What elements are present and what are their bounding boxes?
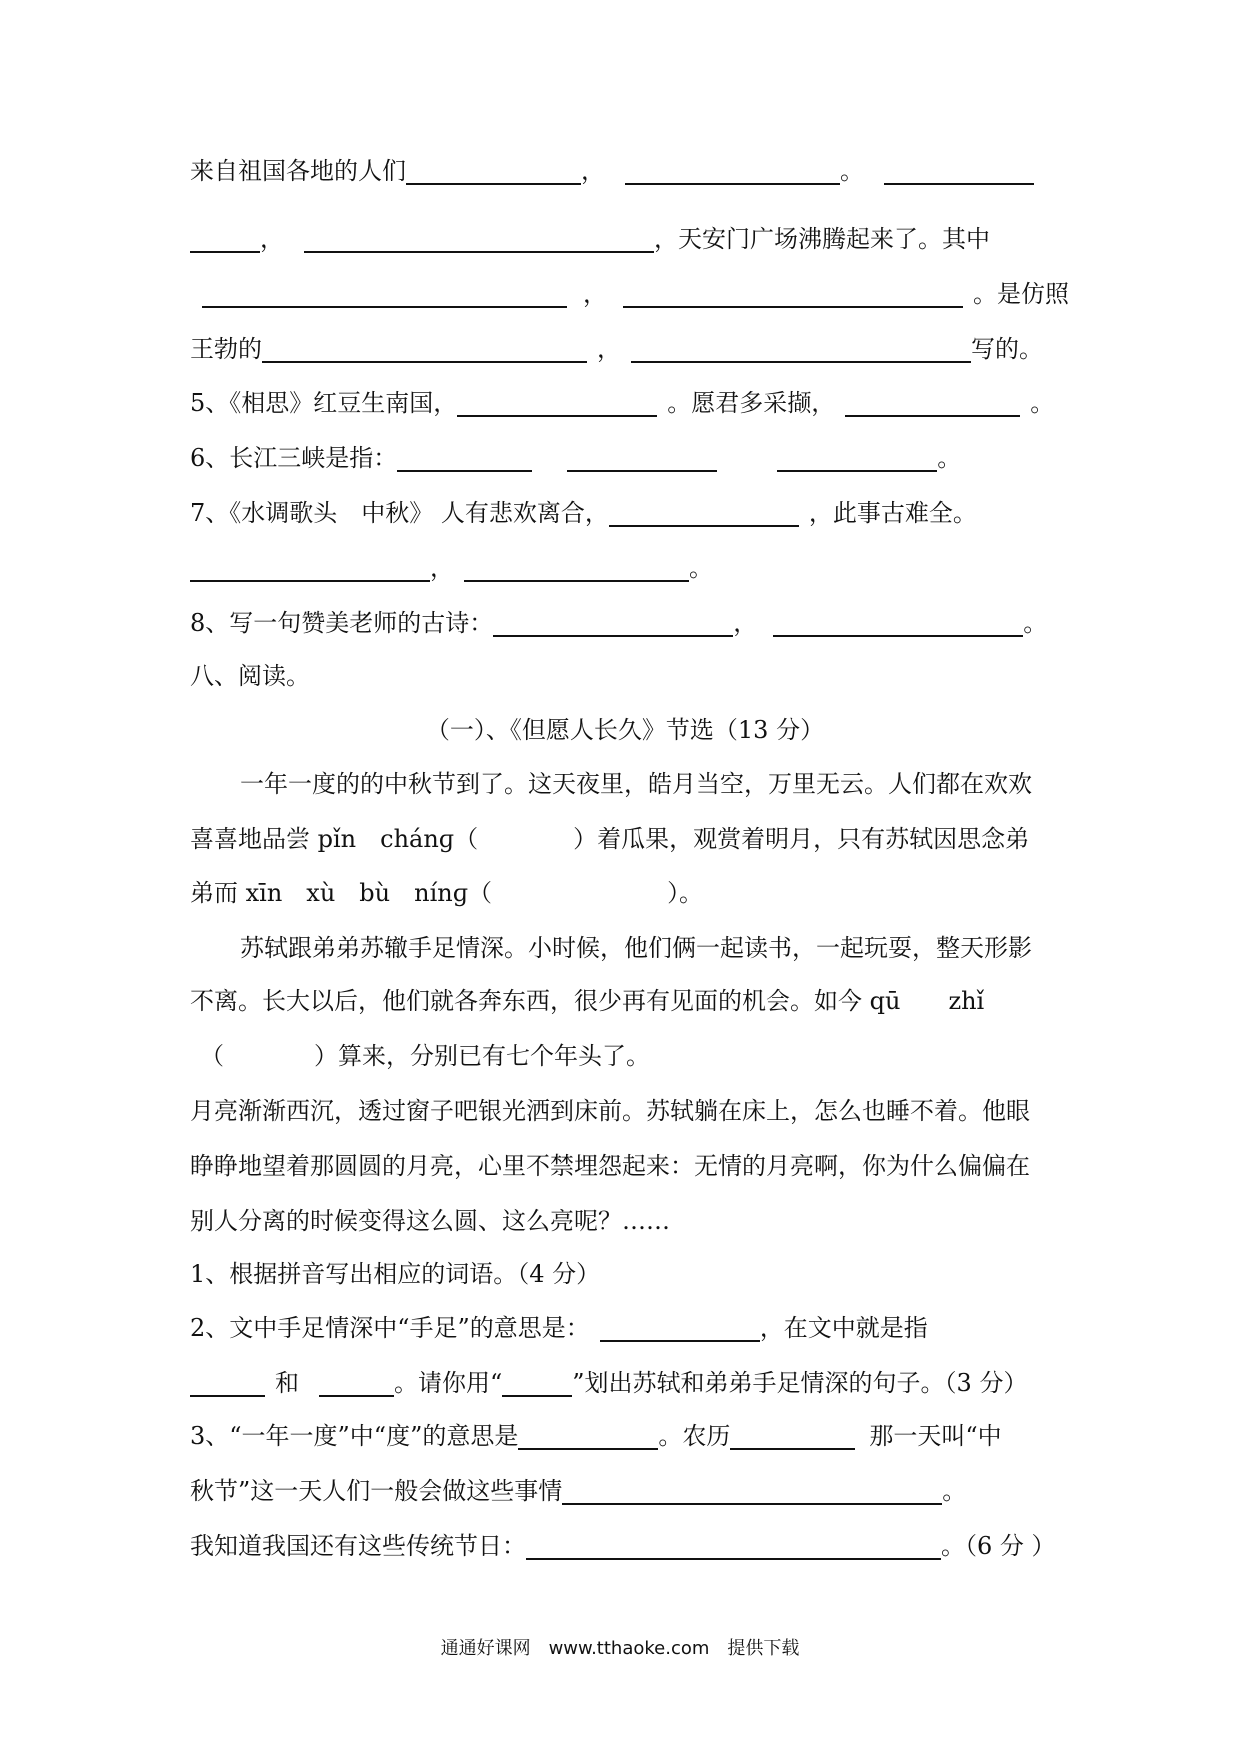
answer-blank[interactable] — [190, 1371, 265, 1397]
answer-blank[interactable] — [623, 282, 963, 308]
answer-blank[interactable] — [730, 1424, 855, 1450]
answer-blank[interactable] — [773, 611, 1023, 637]
answer-blank[interactable] — [406, 159, 581, 185]
passage-line: 月亮渐渐西沉，透过窗子吧银光洒到床前。苏轼躺在床上，怎么也睡不着。他眼 — [190, 1097, 1030, 1125]
passage-line: 别人分离的时候变得这么圆、这么亮呢？…… — [190, 1207, 670, 1235]
answer-blank[interactable] — [502, 1371, 572, 1397]
answer-blank[interactable] — [190, 556, 430, 582]
question-7: 7、《水调歌头 中秋》 人有悲欢离合， ，此事古难全。 — [190, 499, 977, 527]
answer-blank[interactable] — [526, 1534, 941, 1560]
answer-blank[interactable] — [190, 227, 260, 253]
answer-blank[interactable] — [777, 446, 937, 472]
question-5: 5、《相思》红豆生南国， 。愿君多采撷， 。 — [190, 389, 1055, 417]
reading-question-1: 1、根据拼音写出相应的词语。（4 分） — [190, 1260, 601, 1288]
passage-line: 苏轼跟弟弟苏辙手足情深。小时候，他们俩一起读书，一起玩耍，整天形影 — [240, 934, 1032, 962]
poem-line-1: 来自祖国各地的人们 ， 。 — [190, 155, 1060, 187]
passage-line: 一年一度的的中秋节到了。这天夜里，皓月当空，万里无云。人们都在欢欢 — [240, 770, 1032, 798]
answer-blank[interactable] — [319, 1371, 394, 1397]
answer-blank[interactable] — [600, 1316, 760, 1342]
passage-line: 睁睁地望着那圆圆的月亮，心里不禁埋怨起来：无情的月亮啊，你为什么偏偏在 — [190, 1152, 1030, 1180]
answer-blank[interactable] — [457, 391, 657, 417]
section-heading: 八、阅读。 — [190, 662, 310, 690]
question-7-continued: ， 。 — [190, 552, 1060, 584]
reading-question-3-festivals: 我知道我国还有这些传统节日： 。（6 分 ） — [190, 1532, 1056, 1560]
page-footer: 通通好课网 www.tthaoke.com 提供下载 — [440, 1638, 800, 1659]
reading-question-3-continued: 秋节”这一天人们一般会做这些事情 。 — [190, 1477, 967, 1505]
answer-blank[interactable] — [631, 337, 971, 363]
answer-blank[interactable] — [262, 337, 587, 363]
answer-blank[interactable] — [304, 227, 654, 253]
question-6: 6、长江三峡是指： 。 — [190, 444, 962, 472]
poem-line-4: 王勃的 ， 写的。 — [190, 335, 1043, 363]
reading-question-3: 3、“一年一度”中“度”的意思是 。农历 那一天叫“中 — [190, 1422, 1002, 1450]
reading-question-2: 2、文中手足情深中“手足”的意思是： ，在文中就是指 — [190, 1314, 928, 1342]
answer-blank[interactable] — [609, 501, 799, 527]
answer-blank[interactable] — [493, 611, 733, 637]
reading-question-2-continued: 和 。请你用“ ”划出苏轼和弟弟手足情深的句子。（3 分） — [190, 1367, 1060, 1399]
answer-blank[interactable] — [845, 391, 1020, 417]
poem-line-2: ， ，天安门广场沸腾起来了。其中 — [190, 223, 1060, 255]
passage-line: 不离。长大以后，他们就各奔东西，很少再有见面的机会。如今 qū zhǐ — [190, 987, 985, 1015]
answer-blank[interactable] — [625, 159, 840, 185]
poem-line-3: ， 。是仿照 — [190, 278, 1060, 310]
passage-line: 弟而 xīn xù bù nínɡ（ ）。 — [190, 879, 704, 907]
passage-title: （一）、《但愿人长久》节选（13 分） — [425, 716, 825, 744]
answer-blank[interactable] — [567, 446, 717, 472]
passage-line: 喜喜地品尝 pǐn chánɡ（ ）着瓜果，观赏着明月，只有苏轼因思念弟 — [190, 825, 1030, 853]
question-8: 8、写一句赞美老师的古诗： ， 。 — [190, 609, 1048, 637]
answer-blank[interactable] — [397, 446, 532, 472]
answer-blank[interactable] — [562, 1479, 942, 1505]
answer-blank[interactable] — [464, 556, 689, 582]
answer-blank[interactable] — [202, 282, 567, 308]
answer-blank[interactable] — [884, 159, 1034, 185]
answer-blank[interactable] — [518, 1424, 658, 1450]
passage-line: （ ）算来，分别已有七个年头了。 — [200, 1042, 650, 1070]
